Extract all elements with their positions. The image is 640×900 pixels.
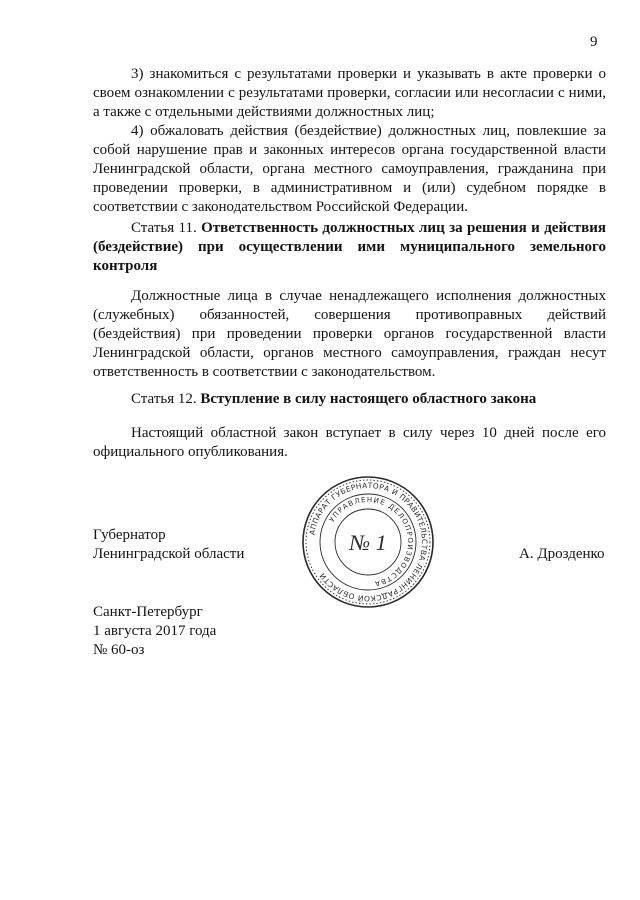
article-11-title: Ответственность должностных лиц за решения и действия (бездействие) при осуществлении ими муниципального земельного контроля bbox=[93, 220, 606, 274]
signatory-position bbox=[93, 526, 244, 564]
law-number: № 60-оз bbox=[93, 642, 145, 658]
list-item: 3) знакомиться с результатами проверки и указывать в акте проверки о своем ознакомлении с результатами проверки, согласии или несогласии с ними, а также с отдельными действиями должностных лиц; bbox=[93, 66, 606, 120]
article-11-text: Должностные лица в случае ненадлежащего исполнения должностных (служебных) обязанностей, совершения противоправных действий (бездействия) при проведении проверки органов государственной власти Ленинградской области, органов местного самоуправления, граждан несут ответственность в соответствии с законодательством. bbox=[93, 288, 606, 380]
article-12-prefix: Статья 12. bbox=[131, 391, 201, 407]
place-and-date bbox=[93, 603, 216, 660]
position-line-2: Ленинградской области bbox=[93, 546, 245, 562]
article-11-heading bbox=[93, 219, 606, 276]
article-12-title: Вступление в силу настоящего областного закона bbox=[200, 391, 537, 407]
place: Санкт-Петербург bbox=[93, 604, 203, 620]
list-item: 4) обжаловать действия (бездействие) должностных лиц, повлекшие за собой нарушение прав и законных интересов органа государственной власти Ленинградской области, органа местного самоуправления, гражданина при проведении проверки, в административном и (или) судебном порядке в соответствии с законодательством Российской Федерации. bbox=[93, 123, 606, 215]
seal-number: № 1 bbox=[349, 530, 387, 555]
page-number: 9 bbox=[590, 34, 598, 50]
article-11-prefix: Статья 11. bbox=[131, 220, 202, 236]
article-12-text: Настоящий областной закон вступает в силу через 10 дней после его официального опубликования. bbox=[93, 425, 606, 460]
article-11-body bbox=[93, 287, 606, 382]
article-12-heading bbox=[93, 390, 606, 409]
seal-inner-text: УПРАВЛЕНИЕ ДЕЛОПРОИЗВОДСТВА bbox=[327, 495, 415, 588]
date: 1 августа 2017 года bbox=[93, 623, 217, 639]
official-seal-stamp bbox=[300, 474, 436, 610]
rights-list bbox=[93, 65, 606, 217]
seal-outer-text: АППАРАТ ГУБЕРНАТОРА И ПРАВИТЕЛЬСТВА ЛЕНИНГРАДСКОЙ ОБЛАСТИ bbox=[307, 480, 430, 604]
position-line-1: Губернатор bbox=[93, 527, 166, 543]
signatory-name: А. Дрозденко bbox=[519, 546, 605, 562]
article-12-body bbox=[93, 424, 606, 462]
